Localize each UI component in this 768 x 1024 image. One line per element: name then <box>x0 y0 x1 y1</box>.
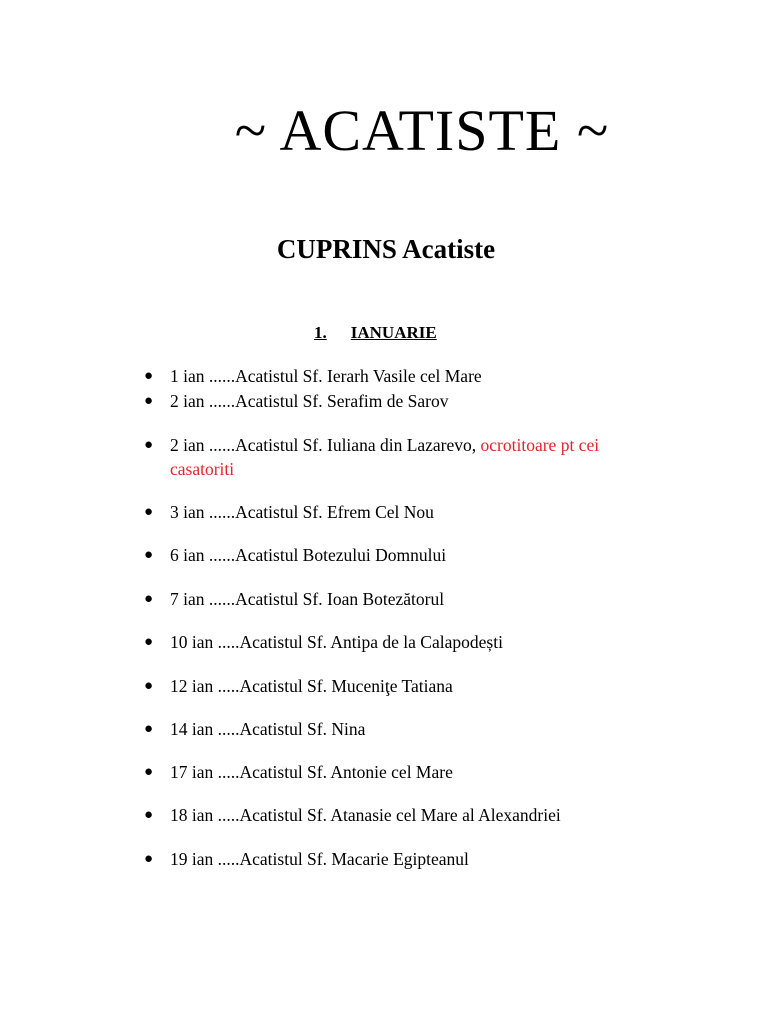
bullet-icon: ● <box>144 764 154 780</box>
list-item-text: 19 ian .....Acatistul Sf. Macarie Egipteanul <box>170 849 469 869</box>
list-item-text: 6 ian ......Acatistul Botezului Domnului <box>170 545 447 565</box>
bullet-icon: ● <box>144 591 154 607</box>
bullet-icon: ● <box>144 393 154 409</box>
bullet-icon: ● <box>144 634 154 650</box>
list-item-text <box>170 433 660 481</box>
document-subtitle: CUPRINS Acatiste <box>276 234 496 264</box>
list-item-main-text: 2 ian ......Acatistul Sf. Iuliana din Lazarevo, <box>170 435 481 455</box>
list-item-text: 10 ian .....Acatistul Sf. Antipa de la Calapodești <box>170 632 503 652</box>
list-item-text: 12 ian .....Acatistul Sf. Muceniţe Tatiana <box>170 676 453 696</box>
bullet-icon: ● <box>144 807 154 823</box>
list-item-highlight-text: ocrotitoare pt cei casatoriti <box>170 435 600 479</box>
list-item-text: 17 ian .....Acatistul Sf. Antonie cel Mare <box>170 762 453 782</box>
list-item-text: 18 ian .....Acatistul Sf. Atanasie cel Mare al Alexandriei <box>170 805 561 825</box>
bullet-icon: ● <box>144 678 154 694</box>
bullet-icon: ● <box>144 851 154 867</box>
bullet-icon: ● <box>144 368 154 384</box>
list-item-text: 1 ian ......Acatistul Sf. Ierarh Vasile cel Mare <box>170 366 482 386</box>
list-item-text: 3 ian ......Acatistul Sf. Efrem Cel Nou <box>170 502 434 522</box>
list-item-text: 7 ian ......Acatistul Sf. Ioan Botezătorul <box>170 589 445 609</box>
list-item-text: 14 ian .....Acatistul Sf. Nina <box>170 719 366 739</box>
section-label: IANUARIE <box>350 323 437 342</box>
bullet-icon: ● <box>144 547 154 563</box>
list-item-text: 2 ian ......Acatistul Sf. Serafim de Sarov <box>170 391 449 411</box>
section-number: 1. <box>314 323 327 342</box>
bullet-icon: ● <box>144 504 154 520</box>
bullet-icon: ● <box>144 437 154 453</box>
document-title-text: ~ ACATISTE ~ <box>234 98 610 163</box>
bullet-icon: ● <box>144 721 154 737</box>
